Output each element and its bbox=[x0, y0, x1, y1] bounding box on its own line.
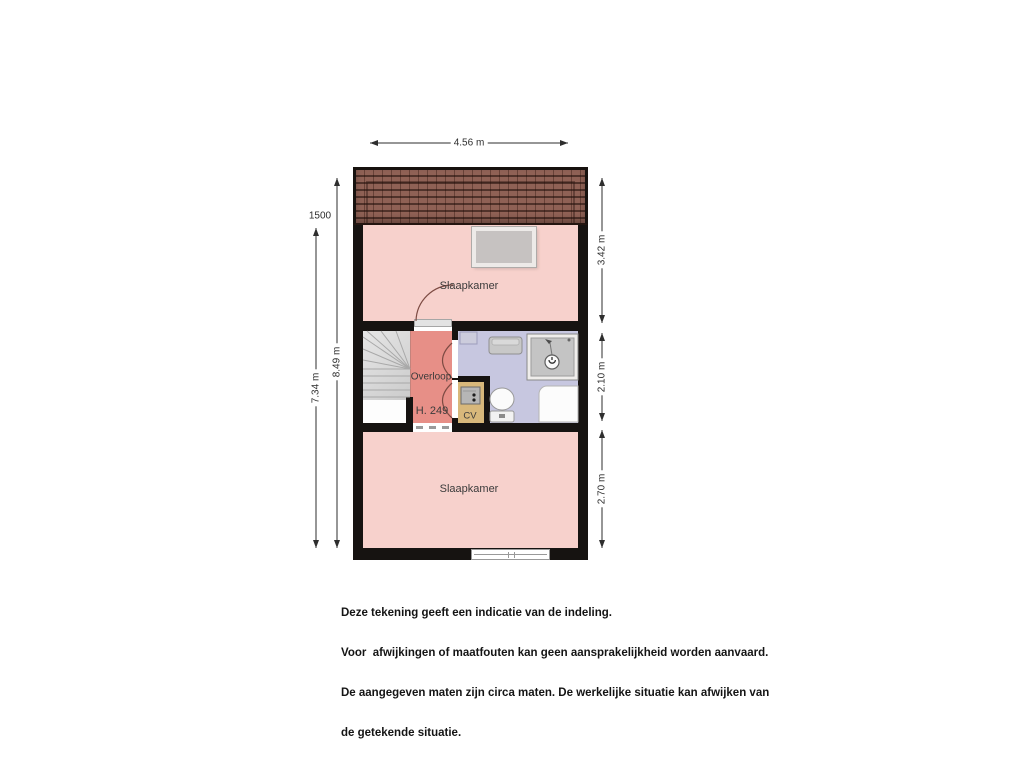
disclaimer-line-1: Deze tekening geeft een indicatie van de indeling. bbox=[341, 606, 612, 619]
dim-right-middle: 2.10 m bbox=[597, 359, 608, 396]
disclaimer-text bbox=[341, 580, 781, 768]
door-leaf-bedroom-top bbox=[414, 319, 452, 327]
room-number-label: H. 249 bbox=[415, 405, 449, 417]
landing-label: Overloop bbox=[410, 371, 452, 383]
passage-opening-bedroom-bottom bbox=[413, 423, 452, 432]
door-opening-bathroom-upper bbox=[452, 340, 458, 378]
wall-left bbox=[353, 225, 363, 560]
wall-right bbox=[578, 225, 588, 560]
disclaimer-line-2: Voor afwijkingen of maatfouten kan geen aansprakelijkheid worden aanvaard. bbox=[341, 647, 769, 660]
dim-right-bottom: 2.70 m bbox=[597, 471, 608, 508]
bedroom-bottom-label: Slaapkamer bbox=[439, 483, 499, 495]
disclaimer-line-3: De aangegeven maten zijn circa maten. De werkelijke situatie kan afwijken van bbox=[341, 687, 770, 700]
dim-left-outer: 8.49 m bbox=[332, 344, 343, 381]
cv-label: CV bbox=[463, 410, 477, 422]
skylight-window bbox=[472, 227, 536, 267]
disclaimer-line-4: de getekende situatie. bbox=[341, 727, 462, 740]
dim-right-top: 3.42 m bbox=[597, 232, 608, 269]
dim-headroom-1500: 1500 bbox=[306, 211, 334, 222]
wall-cv-right bbox=[484, 376, 490, 423]
door-opening-bathroom-lower bbox=[452, 380, 458, 418]
bedroom-top-floor bbox=[363, 225, 578, 321]
wall-middle-upper bbox=[363, 321, 578, 331]
bedroom-top-label: Slaapkamer bbox=[439, 280, 499, 292]
wall-middle-lower bbox=[363, 423, 578, 432]
staircase-void bbox=[363, 400, 410, 423]
roof-ridge-outline bbox=[366, 181, 575, 223]
dim-left-inner: 7.34 m bbox=[311, 370, 322, 407]
window-center-tick bbox=[508, 552, 515, 558]
dim-top-width: 4.56 m bbox=[451, 138, 488, 149]
wall-landing-stub bbox=[406, 397, 413, 423]
window-bedroom-bottom bbox=[471, 549, 550, 560]
roof-tiles bbox=[353, 167, 588, 225]
